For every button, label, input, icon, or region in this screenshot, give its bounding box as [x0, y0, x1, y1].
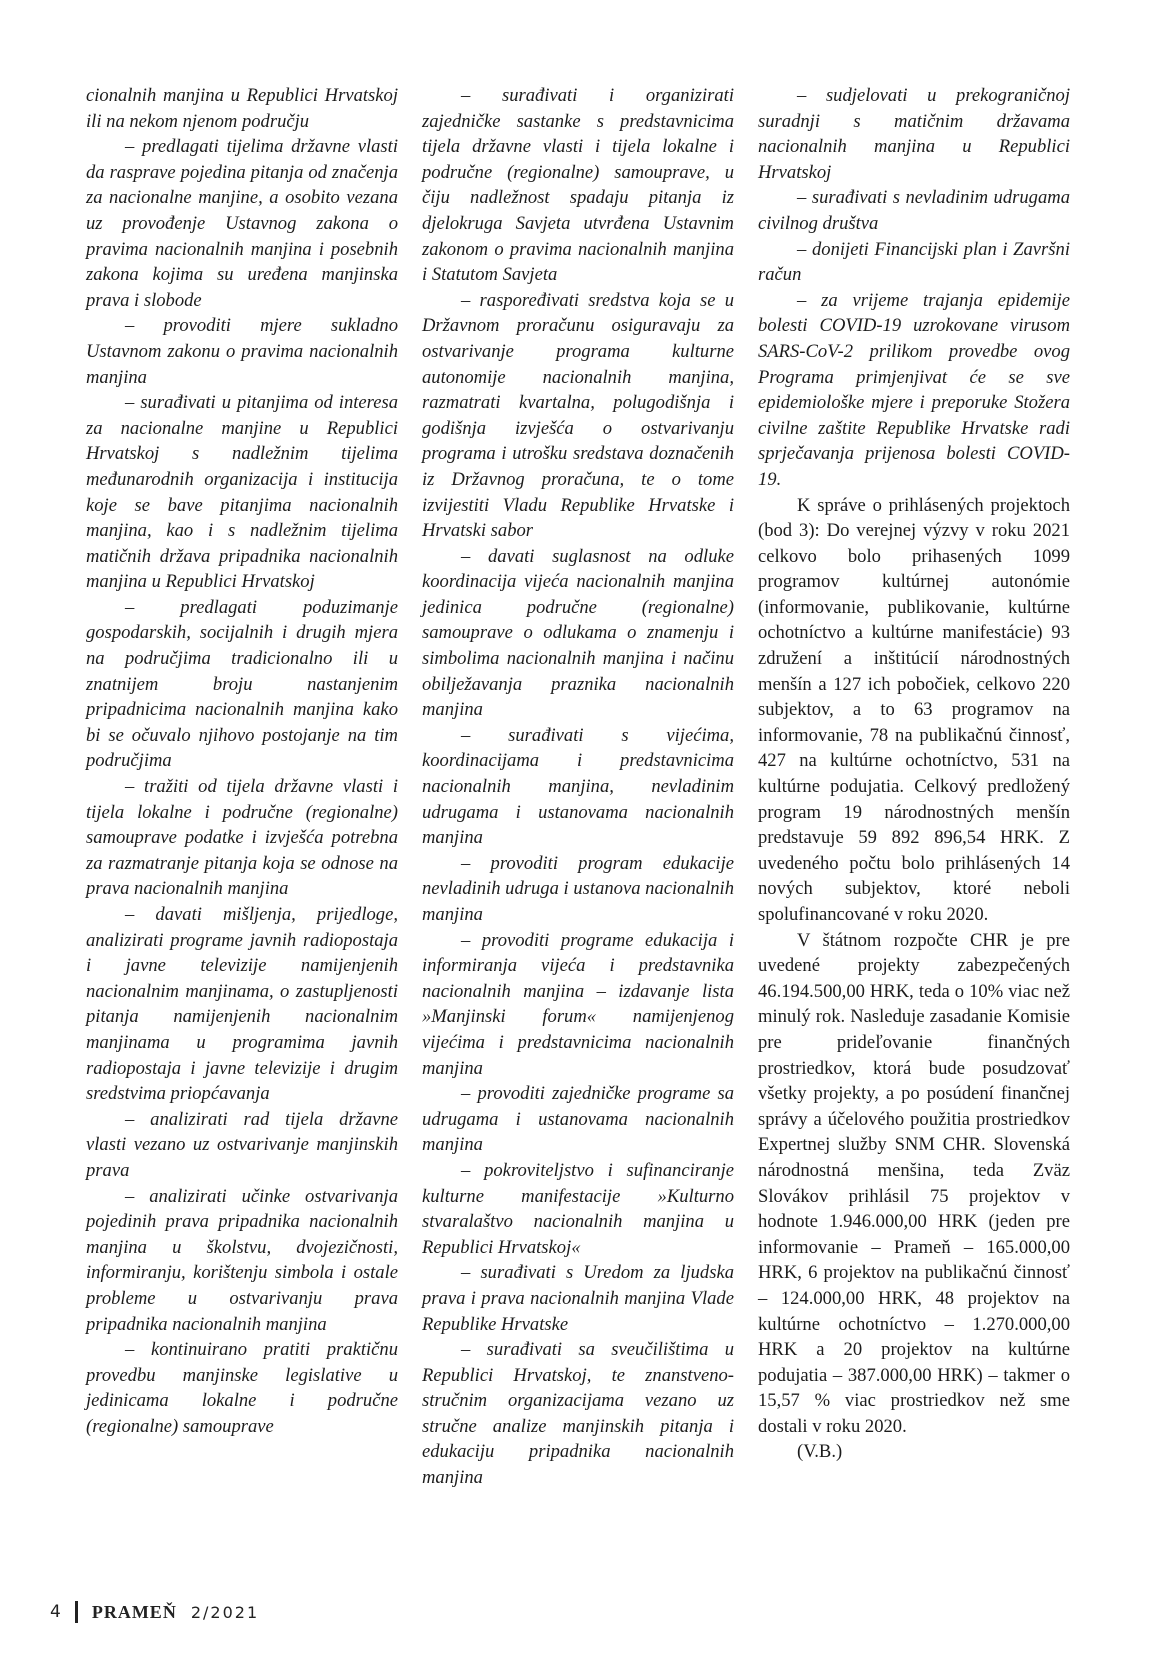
text-column-1 — [86, 83, 398, 1439]
paragraph: – predlagati tijelima državne vlasti da rasprave pojedina pitanja od značenja za nacionalne manjine, a osobito vezana uz provođenje Ustavnog zakona o pravima nacionalnih manjina i posebnih zakona kojima su uređena manjinska prava i slobode — [86, 136, 398, 311]
paragraph: – surađivati u pitanjima od interesa za nacionalne manjine u Republici Hrvatskoj s nadležnim tijelima međunarodnih organizacija i institucija koje se bave pitanjima nacionalnih manjina, kao i s nadležnim tijelima matičnih država pripadnika nacionalnih manjina u Republici Hrvatskoj — [86, 392, 398, 593]
paragraph: – surađivati s Uredom za ljudska prava i prava nacionalnih manjina Vlade Republike Hrvatske — [422, 1262, 734, 1335]
paragraph: – surađivati s vijećima, koordinacijama i predstavnicima nacionalnih manjina, nevladinim udrugama i ustanovama nacionalnih manjina — [422, 724, 734, 849]
paragraph: – predlagati poduzimanje gospodarskih, socijalnih i drugih mjera na područjima tradicionalno ili u znatnijem broju nastanjenim pripadnicima nacionalnih manjina kako bi se očuvalo njihovo postojanje na tim područjima — [86, 596, 398, 772]
paragraph: – provoditi zajedničke programe sa udrugama i ustanovama nacionalnih manjina — [422, 1083, 734, 1156]
paragraph: – raspoređivati sredstva koja se u Državnom proračunu osiguravaju za ostvarivanje programa kulturne autonomije nacionalnih manjina, razmatrati kvartalna, polugodišnja i godišnja izvješća o ostvarivanju programa i utrošku sredstava doznačenih iz Državnog proračuna, te o tome izvijestiti Vladu Republike Hrvatske i Hrvatski sabor — [422, 289, 734, 542]
paragraph: – pokroviteljstvo i sufinanciranje kulturne manifestacije »Kulturno stvaralaštvo nacionalnih manjina u Republici Hrvatskoj« — [422, 1159, 734, 1258]
article-paragraph: V štátnom rozpočte CHR je pre uvedené projekty zabezpečených 46.194.500,00 HRK, teda o 10% viac než minulý rok. Nasleduje zasadanie Komisie pre prideľovanie finančných prostriedkov, ktorá bude posudzovať všetky projekty, a po posúdení finančnej správy a účelového použitia prostriedkov Expertnej služby SNM CHR. Slovenská národnostná menšina, teda Zväz Slovákov prihlásil 75 projektov v hodnote 1.946.000,00 HRK (jeden pre informovanie – Prameň – 165.000,00 HRK, 6 projektov na publikačnú činnosť – 124.000,00 HRK, 48 projektov na kultúrne ochotníctvo – 1.270.000,00 HRK a 20 projektov na kultúrne podujatia – 387.000,00 HRK) – takmer o 15,57 % viac prostriedkov než sme dostali v roku 2020. — [758, 929, 1070, 1437]
page-footer — [50, 1601, 259, 1623]
page-number: 4 — [50, 1602, 61, 1622]
italic-list — [758, 83, 1070, 493]
paragraph: – provoditi mjere sukladno Ustavnom zakonu o pravima nacionalnih manjina — [86, 315, 398, 388]
paragraph: – surađivati i organizirati zajedničke sastanke s predstavnicima tijela državne vlasti i tijela lokalne i područne (regionalne) samouprave, u čiju nadležnost spadaju pitanja iz djelokruga Savjeta utvrđena Ustavnim zakonom o pravima nacionalnih manjina i Statutom Savjeta — [422, 85, 734, 286]
article-paragraph: K správe o prihlásených projektoch (bod 3): Do verejnej výzvy v roku 2021 celkovo bolo prihasených 1099 programov kultúrnej autonómie (informovanie, publikovanie, kultúrne ochotníctvo a kultúrne manifestácie) 93 združení a inštitúcií národnostných menšín a 127 ich pobočiek, celkovo 220 subjektov, a to 63 programov na informovanie, 78 na publikačnú činnosť, 427 na kultúrne ochotníctvo, 531 na kultúrne podujatia. Celkový predložený program 19 národnostných menšín predstavuje 59 892 896,54 HRK. Z uvedeného počtu bolo prihlásených 14 nových subjektov, ktoré neboli spolufinancované v roku 2020. — [758, 494, 1070, 925]
paragraph: – surađivati s nevladinim udrugama civilnog društva — [758, 187, 1070, 234]
paragraph: – provoditi programe edukacija i informiranja vijeća i predstavnika nacionalnih manjina – izdavanje lista »Manjinski forum« namijenjenog vijećima i predstavnicima nacionalnih manjina — [422, 929, 734, 1079]
paragraph: – analizirati rad tijela državne vlasti vezano uz ostvarivanje manjinskih prava — [86, 1108, 398, 1181]
paragraph: – tražiti od tijela državne vlasti i tijela lokalne i područne (regionalne) samouprave podatke i izvješća potrebna za razmatranje pitanja koja se odnose na prava nacionalnih manjina — [86, 776, 398, 900]
paragraph: – davati mišljenja, prijedloge, analizirati programe javnih radiopostaja i javne televizije namijenjenih nacionalnim manjinama, o zastupljenosti pitanja namijenjenih nacionalnim manjinama u programima javnih radiopostaja i javne televizije i drugim sredstvima priopćavanja — [86, 904, 398, 1105]
paragraph: cionalnih manjina u Republici Hrvatskoj ili na nekom njenom području — [86, 85, 398, 132]
paragraph: – sudjelovati u prekograničnoj suradnji s matičnim državama nacionalnih manjina u Republici Hrvatskoj — [758, 85, 1070, 183]
author-initials: (V.B.) — [797, 1441, 843, 1463]
footer-divider — [75, 1601, 78, 1623]
paragraph: – kontinuirano pratiti praktičnu provedbu manjinske legislative u jedinicama lokalne i područne (regionalne) samouprave — [86, 1339, 398, 1437]
paragraph: – davati suglasnost na odluke koordinacija vijeća nacionalnih manjina jedinica područne (regionalne) samouprave o odlukama o znamenju i simbolima nacionalnih manjina i načinu obilježavanja praznika nacionalnih manjina — [422, 545, 734, 721]
text-column-2 — [422, 83, 734, 1491]
paragraph: – analizirati učinke ostvarivanja pojedinih prava pripadnika nacionalnih manjina u školstvu, dvojezičnosti, informiranju, korištenju simbola i ostale probleme u ostvarivanju prava pripadnika nacionalnih manjina — [86, 1185, 398, 1335]
paragraph: – surađivati sa sveučilištima u Republici Hrvatskoj, te znanstveno-stručnim organizacijama vezano uz stručne analize manjinskih pitanja i edukaciju pripadnika nacionalnih manjina — [422, 1339, 734, 1489]
text-column-3 — [758, 83, 1070, 1465]
paragraph: – donijeti Financijski plan i Završni račun — [758, 238, 1070, 286]
issue-number: 2/2021 — [190, 1602, 260, 1622]
paragraph: – provoditi program edukacije nevladinih udruga i ustanova nacionalnih manjina — [422, 852, 734, 925]
magazine-title: PRAMEŇ — [91, 1601, 177, 1622]
paragraph: – za vrijeme trajanja epidemije bolesti COVID-19 uzrokovane virusom SARS-CoV-2 prilikom provedbe ovog Programa primjenjivat će se sve epidemiološke mjere i preporuke Stožera civilne zaštite Republike Hrvatske radi sprječavanja prijenosa bolesti COVID-19. — [758, 289, 1070, 490]
